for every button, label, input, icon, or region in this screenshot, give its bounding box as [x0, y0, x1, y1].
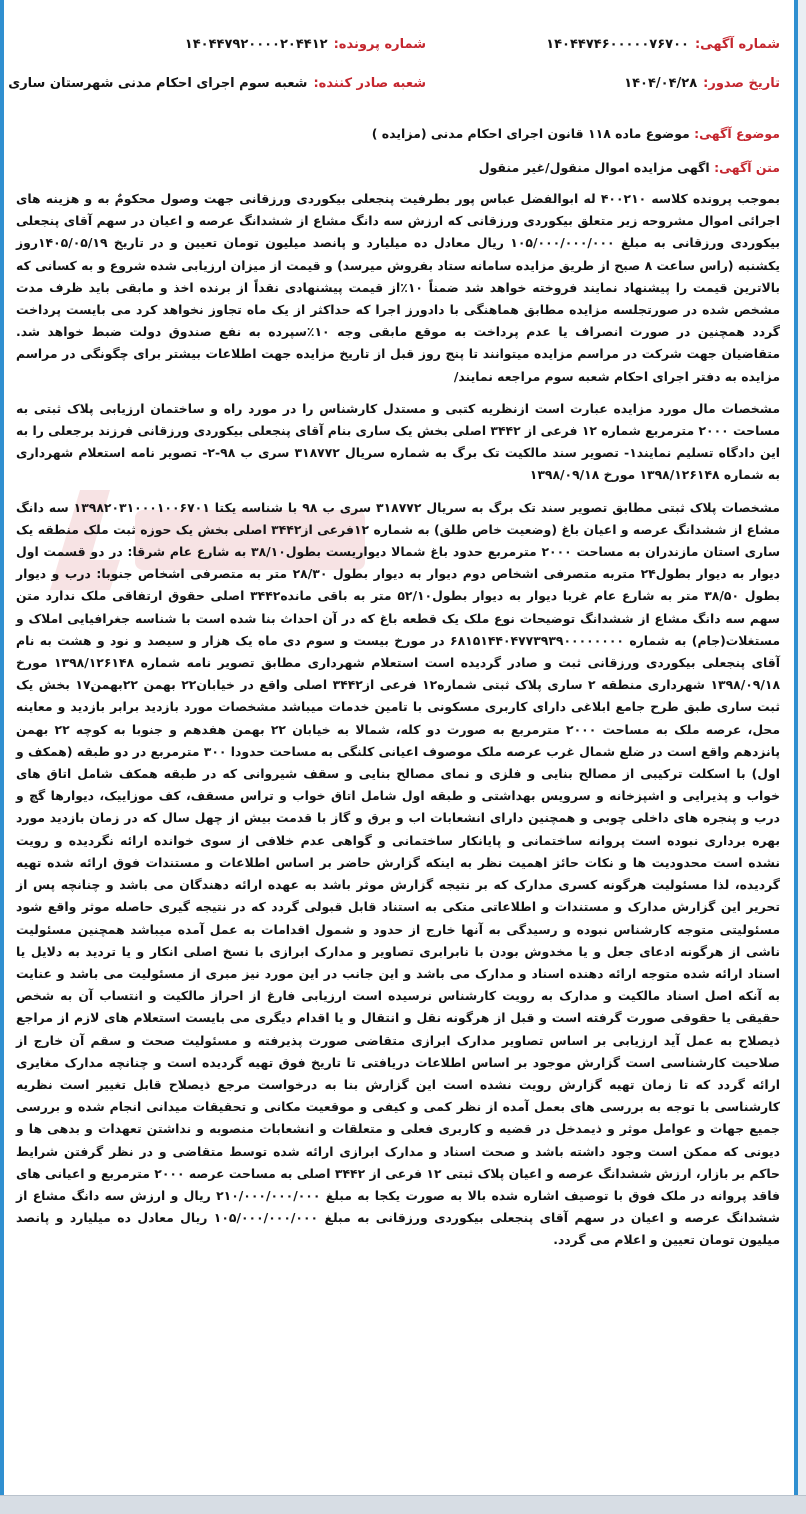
header-row-1	[12, 37, 788, 67]
issuer-label: شعبه صادر کننده:	[313, 76, 426, 91]
issuer-value: شعبه سوم اجرای احکام مدنی شهرستان ساری	[8, 76, 308, 91]
subject-line	[372, 126, 780, 141]
horizontal-scrollbar[interactable]	[0, 1495, 806, 1514]
notice-label: متن آگهی:	[714, 160, 780, 175]
issuer	[8, 76, 426, 91]
ad-number-value: ۱۴۰۴۴۷۴۶۰۰۰۰۰۷۶۷۰۰	[546, 37, 689, 52]
issue-date-value: ۱۴۰۴/۰۴/۲۸	[624, 76, 698, 91]
subject-value: موضوع ماده ۱۱۸ قانون اجرای احکام مدنی (مزایده )	[371, 126, 690, 141]
case-number	[185, 37, 426, 52]
ad-number-label: شماره آگهی:	[694, 37, 780, 52]
notice-line	[479, 160, 780, 175]
issue-date-label: تاریخ صدور:	[703, 76, 780, 91]
issue-date	[624, 76, 780, 91]
subject-label: موضوع آگهی:	[694, 126, 780, 141]
ad-number	[546, 37, 780, 52]
case-number-value: ۱۴۰۴۴۷۹۲۰۰۰۰۲۰۴۴۱۲	[184, 37, 328, 52]
case-number-label: شماره پرونده:	[333, 37, 426, 52]
notice-value: اگهی مزایده اموال منقول/غیر منقول	[478, 160, 710, 175]
body-paragraph-expert-report: مشخصات پلاک ثبتی مطابق تصویر سند تک برگ به سریال ۳۱۸۷۷۲ سری ب ۹۸ با شناسه یکتا ۱۳۹۸۲۰۳۱۰۰۰۱۰۰۶۷۰۱ سه دانگ مشاع از ششدانگ عرصه و اعیان باغ (وضعیت خاص طلق) به شماره ۱۲فرعی از۳۴۴۲ اصلی بخش یک حوزه ثبت ملک منطقه یک ساری استان مازندران به مساحت ۲۰۰۰ مترمربع حدود باغ شمالا دیواریست بطول۳۸/۱۰ به شارع عام شرقا: در دو قسمت اول دیوار به دیوار بطول۲۴ متربه متصرفی اشخاص دوم دیوار به دیوار بطول ۲۸/۳۰ متر به متصرفی اشخاص جنوبا: درب و دیوار بطول ۳۸/۵۰ متر به شارع عام غربا دیوار به دیوار بطول۵۲/۱۰ متر به باقی مانده۳۴۴۲ اصلی حقوق ارتفاقی ملک ندارد متن سهم سه دانگ مشاع از ششدانگ توضیحات نوع ملک یک قطعه باغ که در آن احداث بنا شده است با شناسه جغرافیایی املاک و مستغلات(جام) به شماره ۶۸۱۵۱۴۴۰۴۷۷۳۹۳۹۰۰۰۰۰۰۰۰ در مورخ بیست و سوم دی ماه یک هزار و سیصد و نود و هشت به نام آقای پنجعلی بیکوردی ورزقانی ثبت و صادر گردیده است استعلام شهرداری مطابق تصویر نامه شماره ۱۳۹۸/۱۲۶۱۴۸ مورخ ۱۳۹۸/۰۹/۱۸ شهرداری منطقه ۲ ساری پلاک ثبتی شماره۱۲ فرعی از۳۴۴۲ اصلی واقع در خیابان۲۲ بهمن ۲۲بهمن۱۷ بخش یک ثبت ساری طبق طرح جامع ابلاغی دارای کاربری مسکونی با تامین خدمات میباشد مشخصات مورد بازدید برابر بازدید و معاینه محل، عرصه ملک به مساحت ۲۰۰۰ مترمربع به صورت دو کله، شمالا به خیابان ۲۲ بهمن هفدهم و جنوبا به کوچه ۲۲ بهمن پانزدهم واقع است در ضلع شمال غرب عرصه ملک موصوف اعیانی کلنگی به مساحت حدودا ۳۰۰ مترمربع در دو طبقه (همکف و اول) با اسکلت ترکیبی از مصالح بنایی و فلزی و نمای مصالح بنایی و سقف شیروانی که در طبقه همکف شامل اتاق های خواب و پذیرایی و اشپزخانه و سرویس بهداشتی و طبقه اول شامل اتاق خواب و تراس مسقف، کف موزاییک، دیوارها گچ و درب و پنجره های داخلی چوبی و همچنین دارای انشعابات اب و برق و گاز با قدمت بیش از چهل سال که در زمان بازدید مورد بهره برداری نبوده است پروانه ساختمانی و پایانکار ساختمانی و گواهی عدم خلافی از سوی خوانده ارائه نگردیده و رویت نشده است محدودیت ها و نکات حائز اهمیت نظر به اینکه گزارش حاضر بر اساس اطلاعات و مستندات فوق ارائه شده تهیه گردیده، لذا مسئولیت هرگونه کسری مدارک که بر نتیجه گزارش موثر باشد به عهده ارائه دهندگان می باشد و چنانچه پس از تحریر این گزارش مدارک و مستندات و اطلاعاتی متکی به استناد قابل قبولی گردد که در نتیجه گیری حاصله موثر واقع شود مسئولیتی متوجه کارشناس نبوده و رسیدگی به آنها خارج از حدود و شمول اقدامات به عمل آمده میباشد همچنین مسئولیت ناشی از هرگونه ادعای جعل و یا مخدوش بودن با نابرابری تصاویر و مدارک ابرازی با نسخ اصلی انکار و یا تردید به دلایل یا اسناد ارائه شده متوجه ارائه دهنده اسناد و مدارک می باشد و این جانب در این مورد نیز مبری از مسئولیت می باشد و عنایت به آنکه اصل اسناد مالکیت و مدارک به رویت کارشناس نرسیده است ارزیابی فارغ از احراز مالکیت و انتساب آن به شخص حقیقی یا حقوقی صورت گرفته است و قبل از هرگونه نقل و انتقال و یا اقدام دیگری می بایست استعلام های لازم از مراجع ذیصلاح به عمل آید ارزیابی بر اساس تصاویر مدارک ابرازی متقاضی صورت پذیرفته و مسئولیت صحت و سقم آن خارج از صلاحیت کارشناسی است گزارش موجود بر اساس اطلاعات دریافتی تا تاریخ فوق تهیه گردیده است و چنانچه مدارک مغایری ارائه گردد که تا زمان تهیه گزارش رویت نشده است این گزارش بنا به درخواست مرجع ذیصلاح قابل تغییر است نظریه کارشناسی با توجه به بررسی های بعمل آمده از نظر کمی و کیفی و موقعیت مکانی و تحقیقات میدانی انجام شده و بررسی جمیع جهات و عوامل موثر و ذیمدخل در قضیه و کاربری فعلی و متعلقات و انشعابات منصوبه و نداشتن تعهدات و بدهی ها و دیونی که ممکن است وجود داشته باشد و صحت اسناد و مدارک ابرازی ارائه شده توسط متقاضی و در نظر گرفتن شرایط حاکم بر بازار، ارزش ششدانگ عرصه و اعیان پلاک ثبتی ۱۲ فرعی از ۳۴۴۲ اصلی به مساحت عرصه ۲۰۰۰ مترمربع و اعیانی های فاقد پروانه در ملک فوق با توصیف اشاره شده بالا به صورت یکجا به مبلغ ۲۱۰/۰۰۰/۰۰۰/۰۰۰ ریال و ارزش سه دانگ مشاع از ششدانگ عرصه و اعیان در سهم آقای پنجعلی بیکوردی ورزقانی به مبلغ ۱۰۵/۰۰۰/۰۰۰/۰۰۰ ریال معادل ده میلیارد و پانصد میلیون تومان تعیین و اعلام می گردد.	[16, 499, 781, 1248]
body-paragraph-property-request: مشخصات مال مورد مزایده عبارت است ازنظریه کتبی و مستدل کارشناس را در مورد راه و ساختمان ارزیابی پلاک ثبتی به مساحت ۲۰۰۰ مترمربع شماره ۱۲ فرعی از ۳۴۴۲ اصلی بخش یک ساری بنام آقای پنجعلی بیکوردی ورزقانی فرزند برجعلی را به این دادگاه تسلیم نمایند۱- تصویر سند مالکیت تک برگ به شماره سریال ۳۱۸۷۷۲ سری ب ۹۸-۲- تصویر نامه استعلام شهرداری به شماره ۱۳۹۸/۱۲۶۱۴۸ مورخ ۱۳۹۸/۰۹/۱۸	[16, 400, 781, 483]
notice-document	[6, 0, 794, 1514]
header-row-2	[8, 76, 788, 106]
notice-body	[16, 188, 780, 1262]
body-paragraph-auction-terms: بموجب پرونده کلاسه ۴۰۰۲۱۰ له ابوالفضل عباس پور بطرفیت پنجعلی بیکوردی ورزقانی جهت وصول محکومٌ به و هزینه های اجرائی اموال مشروحه زیر متعلق بیکوردی ورزقانی که ارزش سه دانگ مشاع از ششدانگ عرصه و اعیان در سهم آقای پنجعلی بیکوردی ورزقانی به مبلغ ۱۰۵/۰۰۰/۰۰۰/۰۰۰ ریال معادل ده میلیارد و پانصد میلیون تومان تعیین و در تاریخ ۱۴۰۵/۰۵/۱۹روز یکشنبه (راس ساعت ۸ صبح از طریق مزایده سامانه ستاد بفروش میرسد) و قیمت از میزان ارزیابی شده شروع و به کسانی که بالاترین قیمت را پیشنهاد نمایند فروخته خواهد شد ضمناً ۱۰٪از قیمت پیشنهادی نقداً از برنده اخذ و مابقی باید ظرف مدت مشخص شده در صورتجلسه مزایده مطابق هماهنگی با دادورز اجرا که حداکثر از یک ماه تجاوز نخواهد کرد می بایست پرداخت گردد همچنین در صورت انصراف یا عدم پرداخت به موقع مابقی وجه ۱۰٪سپرده به نفع صندوق دولت ضبط خواهد شد. متقاضیان جهت شرکت در مراسم مزایده میتوانند تا پنج روز قبل از تاریخ مزایده جهت اطلاعات بیشتر برای چگونگی در مراسم مزایده به دفتر اجرای احکام شعبه سوم مراجعه نمایند/	[16, 191, 781, 384]
scrollbar-track[interactable]	[798, 0, 806, 1514]
